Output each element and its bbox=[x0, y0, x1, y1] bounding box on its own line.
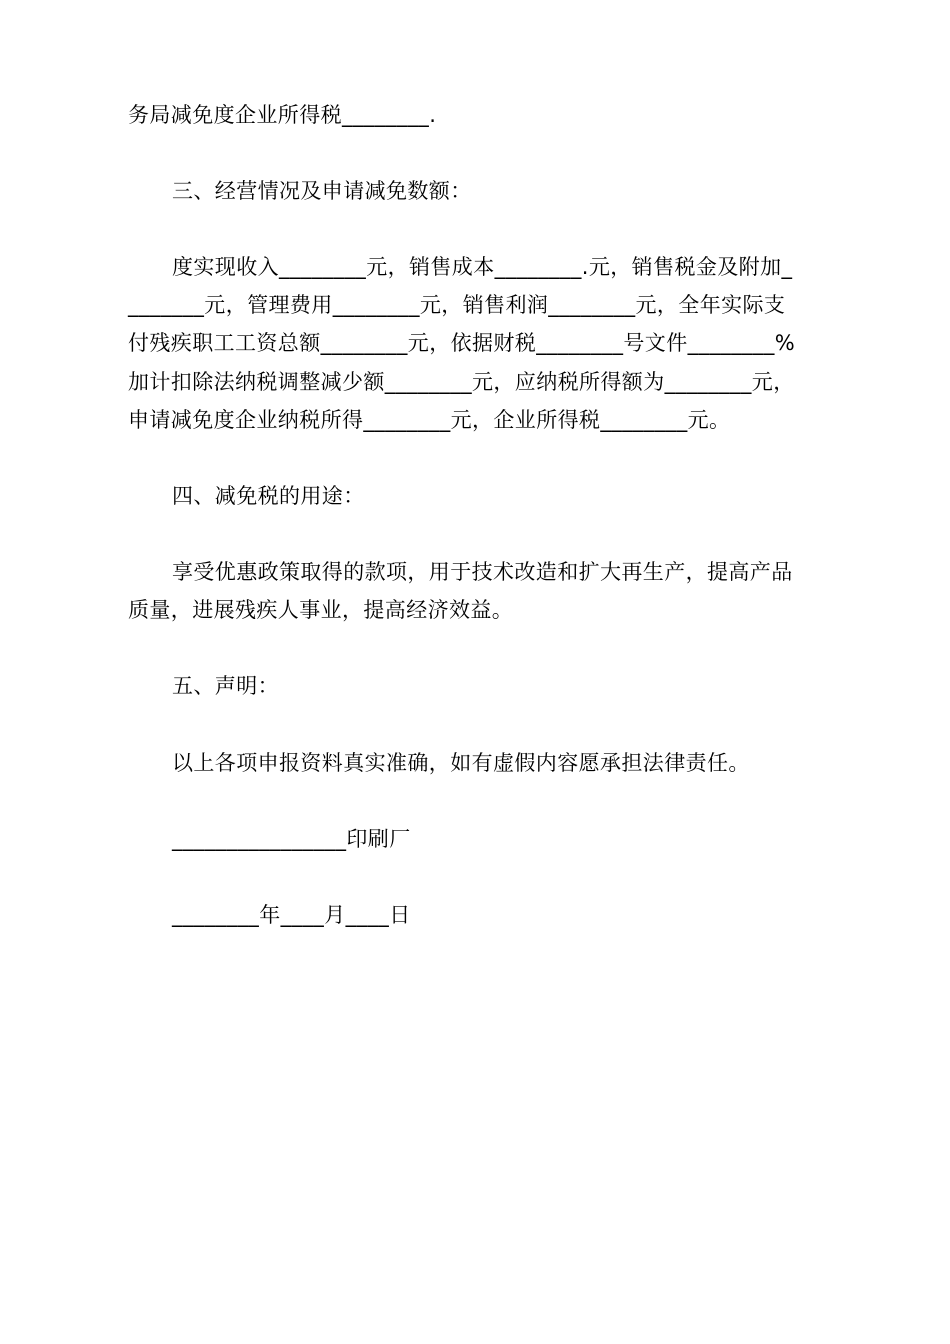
section-3-heading: 三、经营情况及申请减免数额： bbox=[172, 179, 472, 203]
section-4-line-2: 质量，进展残疾人事业，提高经济效益。 bbox=[128, 598, 514, 622]
section-4-heading: 四、减免税的用途： bbox=[172, 484, 365, 508]
section-5-heading: 五、声明： bbox=[172, 674, 279, 698]
signature-line: ________________印刷厂 bbox=[172, 827, 411, 851]
declaration-statement: 以上各项申报资料真实准确，如有虚假内容愿承担法律责任。 bbox=[172, 751, 750, 775]
section-3-line-5: 申请减免度企业纳税所得________元，企业所得税________元。 bbox=[128, 408, 731, 432]
date-line: ________年____月____日 bbox=[172, 903, 411, 927]
section-3-line-1: 度实现收入________元，销售成本________.元，销售税金及附加_ bbox=[172, 255, 793, 279]
section-4-line-1: 享受优惠政策取得的款项，用于技术改造和扩大再生产，提高产品 bbox=[172, 560, 793, 584]
section-3-line-2: _______元，管理费用________元，销售利润________元，全年实际支 bbox=[128, 293, 786, 317]
section-3-line-4: 加计扣除法纳税调整减少额________元，应纳税所得额为________元， bbox=[128, 370, 795, 394]
continuation-line: 务局减免度企业所得税________. bbox=[128, 103, 437, 127]
section-3-line-3: 付残疾职工工资总额________元，依据财税________号文件________% bbox=[128, 331, 796, 355]
